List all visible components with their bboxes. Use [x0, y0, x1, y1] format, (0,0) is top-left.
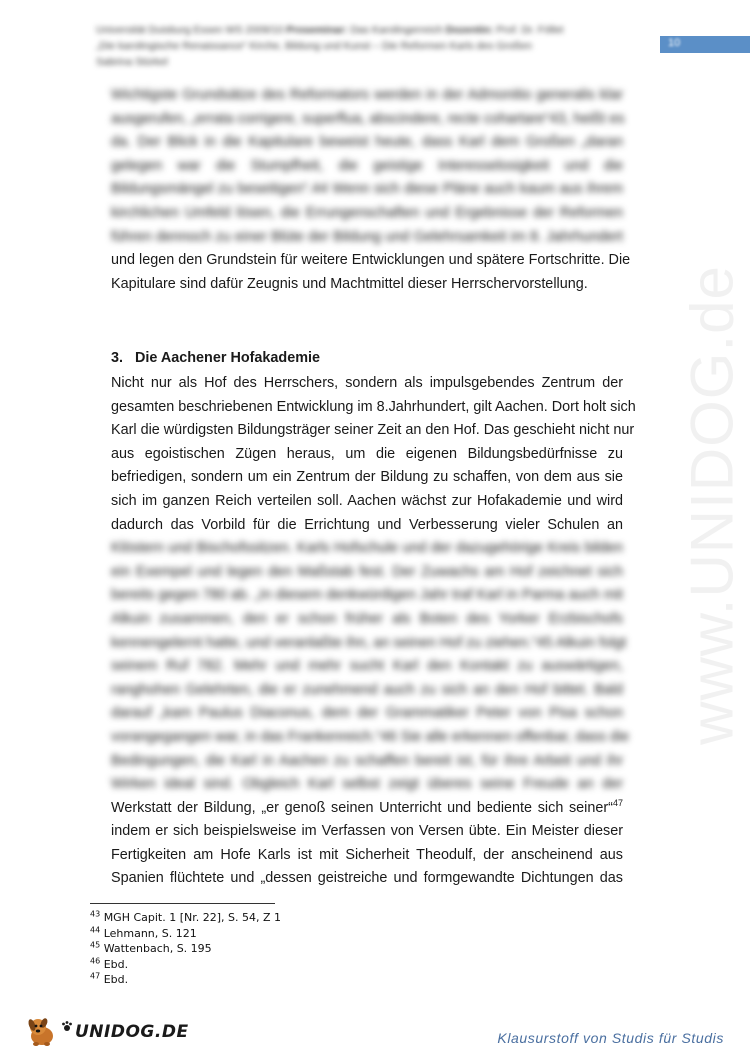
text-line: Spanien flüchtete und „dessen geistreiche und formgewandte Dichtungen das — [111, 870, 623, 887]
text-line: Werkstatt der Bildung, „er genoß seinen Unterricht und bediente sich seiner“$^{47}$ — [111, 797, 623, 816]
text-line: ranghohen Gelehrten, die er zunehmend auch zu sich an den Hof bittet. Bald — [111, 681, 623, 698]
text-line: Fertigkeiten am Hofe Karls ist mit Sicherheit Theodulf, der anscheinend aus — [111, 846, 623, 863]
text-line: kennengelernt hatte, und veranlaßte ihn, an seinen Hof zu ziehen.“45 Alkuin folgt — [111, 634, 627, 651]
text-line: gesamten beschriebenen Entwicklung im 8.Jahrhundert, gilt Aachen. Dort holt sich — [111, 398, 636, 415]
header-line-3: Sabrina Stürkel — [96, 56, 168, 68]
paw-icon — [61, 1020, 73, 1032]
text-line: befriedigen, sondern um ein Zentrum der Bildung zu schaffen, von dem aus sie — [111, 469, 623, 486]
watermark: www.UNIDOG.de — [678, 265, 746, 745]
text-line: aus egoistischen Zügen heraus, um die eigenen Bildungsbedürfnisse zu — [111, 445, 623, 462]
text-line: Klöstern und Bischofssitzen. Karls Hofschule und der dazugehörige Kreis bilden — [111, 540, 623, 557]
footer-tagline: Klausurstoff von Studis für Studis — [497, 1030, 724, 1046]
text-line: und legen den Grundstein für weitere Entwicklungen und spätere Fortschritte. Die — [111, 252, 631, 269]
header-line-1: Universität Duisburg Essen WS 2009/10 Proseminar: Das Karolingerreich Dozentin: Prof. Dr. Föllet — [96, 24, 564, 36]
page-number: 10 — [668, 37, 681, 49]
text-line: führen dennoch zu einer Blüte der Bildung und Gelehrsamkeit im 8. Jahrhundert — [111, 228, 623, 245]
text-line: Bildungsmängel zu beseitigen“.44 Wenn sich diese Pläne auch kaum aus ihrem — [111, 181, 623, 198]
unidog-logo[interactable] — [25, 1016, 189, 1048]
footnote: $^{43}$ MGH Capit. 1 [Nr. 22], S. 54, Z 1 — [90, 909, 282, 924]
footnotes — [90, 910, 281, 988]
footnote-ref-47: 47 — [612, 797, 623, 808]
logo-text: UNIDOG.DE — [75, 1022, 189, 1042]
paragraph-2 — [111, 372, 636, 891]
text-line: Bedingungen, die Karl in Aachen zu schaffen bereit ist, für ihre Arbeit und ihr — [111, 752, 623, 769]
paragraph-1 — [111, 84, 631, 296]
text-line: bereits gegen 780 ab. „In diesem denkwürdigen Jahr traf Karl in Parma auch mit — [111, 587, 623, 604]
text-line: Kapitulare sind dafür Zeugnis und Machtmittel dieser Herrschervorstellung. — [111, 275, 588, 292]
text-line: ein Exempel und legen den Maßstab fest. Der Zuwachs am Hof zeichnet sich — [111, 563, 623, 580]
text-line: Nicht nur als Hof des Herrschers, sondern als impulsgebendes Zentrum der — [111, 375, 623, 391]
text-line: dadurch das Vorbild für die Errichtung und Verbesserung vieler Schulen an — [111, 516, 623, 533]
text-line: seinem Ruf 782. Mehr und mehr sucht Karl den Kontakt zu auswärtigen, — [111, 658, 623, 675]
text-line: kirchlichen Umfeld lösen, die Errungenschaften und Ergebnisse der Reformen — [111, 204, 623, 221]
header-line-2: „Die karolingische Renaissance“ Kirche, Bildung und Kunst – Die Reformen Karls des Großen — [96, 40, 532, 52]
text-line: indem er sich beispielsweise im Verfassen von Versen übte. Ein Meister dieser — [111, 823, 623, 840]
footnote: $^{44}$ Lehmann, S. 121 — [90, 924, 197, 940]
text-line: Wichtigste Grundsätze des Reformators werden in der Admonitio generalis klar — [111, 87, 623, 103]
dog-icon — [25, 1016, 59, 1048]
text-line: sich im ganzen Reich verteilen soll. Aachen wächst zur Hofakademie und wird — [111, 492, 623, 509]
text-line: Wirken ideal sind. Obgleich Karl selbst zeigt überes seine Freude an der — [111, 776, 623, 793]
text-line: da. Der Blick in die Kapitulare beweist heute, dass Karl dem Großen „daran — [111, 134, 623, 151]
page-header — [96, 22, 651, 70]
text-line: Alkuin zusammen, den er schon früher als Boten des Yorker Erzbischofs — [111, 610, 623, 627]
section-heading: 3. Die Aachener Hofakademie — [111, 350, 321, 366]
text-line: vorangegangen war, in das Frankenreich.“46 Sie alle erkennen offenbar, dass die — [111, 728, 630, 745]
text-line: Karl die würdigsten Bildungsträger seiner Zeit an den Hof. Das geschieht nicht nur — [111, 422, 635, 439]
footnote-rule — [90, 903, 275, 904]
footnote: $^{46}$ Ebd. — [90, 955, 129, 971]
text-line: gelegen war die Stumpfheit, die geistige Interesselosigkeit und die — [111, 157, 623, 174]
text-line: darauf „kam Paulus Diaconus, dem der Grammatiker Peter von Pisa schon — [111, 705, 623, 722]
footnote: $^{45}$ Wattenbach, S. 195 — [90, 940, 212, 955]
footnote: $^{47}$ Ebd. — [90, 971, 129, 986]
text-line: ausgerufen, „errata corrigere, superflua, abscindere, recte cohartare“43, heißt es — [111, 110, 625, 127]
